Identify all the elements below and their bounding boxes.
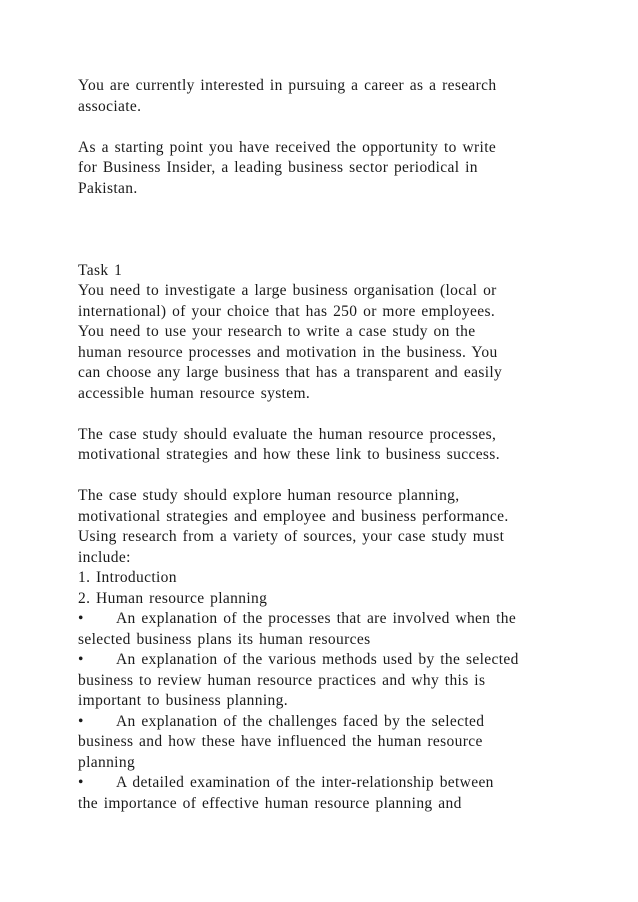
text-line: motivational strategies and how these link to business success. [78,446,500,463]
text-line: planning [78,753,136,771]
bullet-item [78,609,578,650]
paragraph-gap [78,117,578,138]
bullet-text: An explanation of the challenges faced by the selected [116,712,485,730]
bullet-item [78,712,578,774]
task-paragraph [78,281,578,404]
paragraph-gap [78,466,578,487]
evaluate-paragraph [78,425,578,466]
paragraph-gap [78,404,578,425]
bullet-icon: • [78,610,84,627]
text-line: business to review human resource practices and why this is [78,671,486,689]
text-line: important to business planning. [78,692,288,709]
text-line: for Business Insider, a leading business sector periodical in [78,159,478,176]
text-line: As a starting point you have received the opportunity to write [78,138,497,156]
task-heading: Task 1 [78,261,123,279]
text-line: associate. [78,97,142,115]
text-line: selected business plans its human resources [78,630,371,648]
bullet-text: A detailed examination of the inter-relationship between [116,774,494,791]
paragraph-gap [78,199,578,220]
text-line: You are currently interested in pursuing a career as a research [78,77,497,94]
bullet-first-line [78,609,578,630]
bullet-first-line [78,650,578,671]
paragraph-gap [78,240,578,261]
bullet-text: An explanation of the processes that are involved when the [116,610,517,627]
text-line: human resource processes and motivation in the business. You [78,343,498,361]
bullet-first-line [78,773,578,794]
text-line: You need to investigate a large business organisation (local or [78,282,497,299]
text-line: international) of your choice that has 250 or more employees. [78,302,496,320]
intro-paragraph [78,76,578,117]
bullet-icon: • [78,651,84,668]
text-line: The case study should explore human resource planning, [78,487,460,504]
bullet-list [78,609,578,814]
text-line: can choose any large business that has a transparent and easily [78,364,503,381]
numbered-item: 1. Introduction [78,569,177,586]
text-line: Using research from a variety of sources, your case study must [78,528,505,545]
text-line: accessible human resource system. [78,384,311,402]
text-line: include: [78,548,131,566]
bullet-item [78,650,578,712]
starting-point-paragraph [78,138,578,200]
text-line: the importance of effective human resource planning and [78,794,462,812]
bullet-first-line [78,712,578,733]
text-line: motivational strategies and employee and business performance. [78,507,509,525]
text-line: business and how these have influenced the human resource [78,733,483,750]
numbered-item: 2. Human resource planning [78,589,268,607]
text-line: The case study should evaluate the human resource processes, [78,425,497,443]
text-line: You need to use your research to write a case study on the [78,323,476,340]
numbered-list [78,568,578,609]
bullet-icon: • [78,712,84,730]
paragraph-gap [78,220,578,241]
bullet-item [78,773,578,814]
bullet-text: An explanation of the various methods used by the selected [116,651,519,668]
bullet-icon: • [78,774,84,791]
text-line: Pakistan. [78,179,138,197]
explore-paragraph [78,486,578,568]
